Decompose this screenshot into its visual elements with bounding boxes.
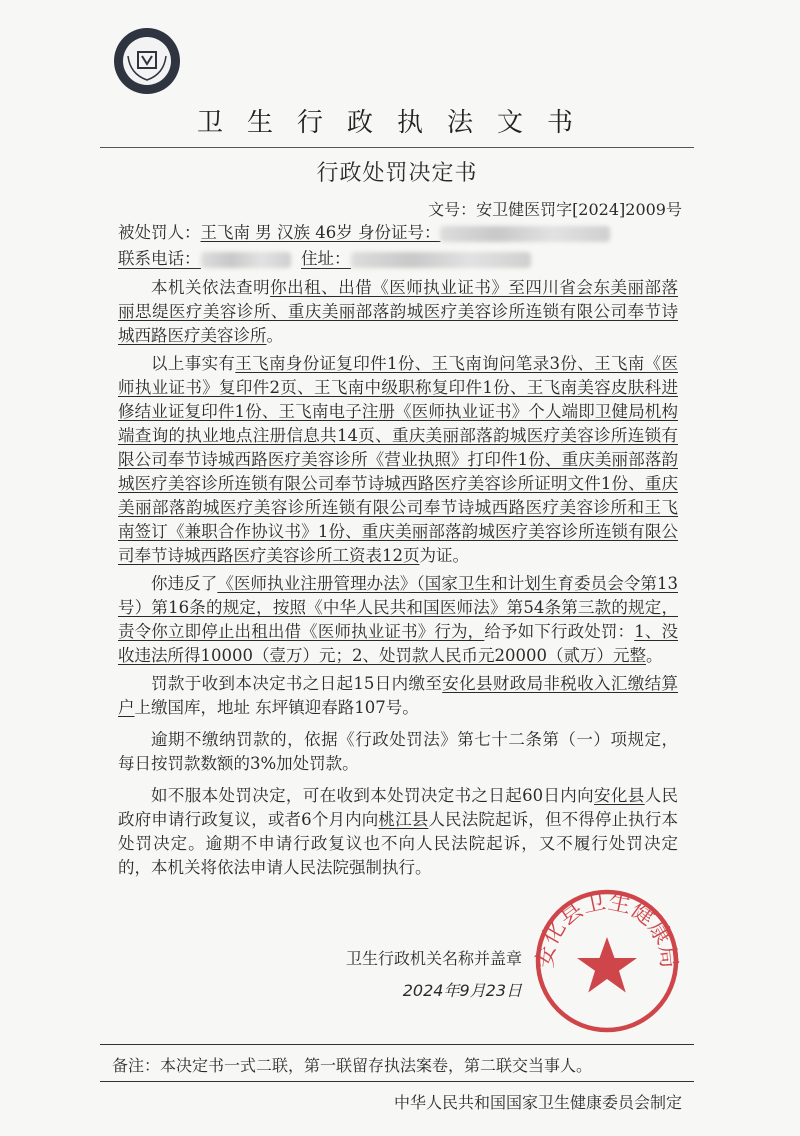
underlined-text: 《医师执业注册管理办法》（国家卫生和计划生育委员会令第13号）第16条的规定，按照《中华人民共和国医师法》第54条第三款的规定，责令你立即停止出租出借《医师执业证书》行为， bbox=[118, 574, 679, 641]
paragraph-payment bbox=[118, 672, 678, 720]
text: 你违反了 bbox=[151, 574, 218, 593]
remark-note: 备注：本决定书一式二联，第一联留存执法案卷，第二联交当事人。 bbox=[112, 1056, 593, 1075]
party-value: 王飞南 男 汉族 46岁 身份证号： bbox=[200, 223, 441, 242]
underlined-text: 你出租、出借《医师执业证书》至四川省会东美丽部落丽思缇医疗美容诊所、重庆美丽部落韵城医疗美容诊所连锁有限公司奉节诗城西路医疗美容诊所 bbox=[118, 278, 679, 345]
address-label: 住址： bbox=[301, 249, 351, 268]
divider bbox=[100, 1044, 694, 1045]
official-seal-stamp bbox=[532, 886, 682, 1036]
underlined-text: 王飞南身份证复印件1份、王飞南询问笔录3份、王飞南《医师执业证书》复印件2页、王飞南中级职称复印件1份、王飞南美容皮肤科进修结业证复印件1份、王飞南电子注册《医师执业证书》个人端即卫健局机构端查询的执业地点注册信息共14页、重庆美丽部落韵城医疗美容诊所连锁有限公司奉节诗城西路医疗美容诊所《营业执照》打印件1份、重庆美丽部落韵城医疗美容诊所连锁有限公司奉节诗城西路医疗美容诊所证明文件1份、重庆美丽部落韵城医疗美容诊所连锁有限公司奉节诗城西路医疗美容诊所和王飞南签订《兼职合作协议书》1份、重庆美丽部落韵城医疗美容诊所连锁有限公司奉节诗城西路医疗美容诊所工资表12页 bbox=[118, 354, 679, 565]
text: 上缴国库，地址 东坪镇迎春路107号。 bbox=[134, 698, 419, 717]
text: 罚款于收到本决定书之日起15日内缴至 bbox=[151, 674, 443, 693]
document-title: 行政处罚决定书 bbox=[316, 161, 478, 186]
star-icon bbox=[577, 937, 637, 993]
text: 本机关依法查明 bbox=[151, 278, 271, 297]
document-number: 文号：安卫健医罚字[2024]2009号 bbox=[428, 200, 682, 219]
stamp-text: 安化县卫生健康局 bbox=[532, 888, 682, 970]
contact-line bbox=[118, 246, 682, 272]
redacted-id bbox=[440, 226, 610, 242]
text: 以上事实有 bbox=[151, 354, 236, 373]
underlined-text: 桃江县 bbox=[378, 810, 429, 829]
health-inspection-logo bbox=[112, 26, 182, 96]
party-label: 被处罚人： bbox=[118, 223, 201, 242]
document-page bbox=[112, 0, 682, 1136]
paragraph-findings bbox=[118, 276, 678, 348]
redacted-phone bbox=[201, 252, 291, 268]
text: 人民法院起诉，但不得停止执行本处罚决定。逾期不申请行政复议也不向人民法院起诉，又不履行处罚决定的，本机关将依法申请人民法院强制执行。 bbox=[118, 810, 679, 877]
text: 如不服本处罚决定，可在收到本处罚决定书之日起60日内向 bbox=[151, 786, 595, 805]
text: 为证。 bbox=[419, 546, 469, 565]
paragraph-appeal bbox=[118, 784, 678, 880]
issuer-note: 中华人民共和国国家卫生健康委员会制定 bbox=[393, 1093, 682, 1112]
text: 人民政府申请行政复议，或者6个月内向 bbox=[118, 786, 679, 829]
underlined-text: 安化县 bbox=[594, 786, 645, 805]
signature-block bbox=[112, 886, 682, 1036]
signature-label: 卫生行政机关名称并盖章 bbox=[345, 949, 522, 968]
underlined-text: 1、没收违法所得10000（壹万）元；2、处罚款人民币元20000（贰万）元整 bbox=[118, 622, 679, 665]
penalized-party-line bbox=[118, 220, 682, 246]
text: 。 bbox=[645, 646, 663, 665]
divider bbox=[100, 1081, 694, 1082]
divider bbox=[100, 147, 694, 148]
phone-label: 联系电话： bbox=[118, 249, 201, 268]
paragraph-late-fee bbox=[118, 728, 678, 776]
text: 给予如下行政处罚： bbox=[484, 622, 635, 641]
text: 。 bbox=[266, 326, 283, 345]
paragraph-evidence bbox=[118, 352, 678, 568]
document-series-heading: 卫生行政执法文书 bbox=[196, 108, 597, 138]
paragraph-violation bbox=[118, 572, 678, 668]
text: 逾期不缴纳罚款的，依据《行政处罚法》第七十二条第（一）项规定，每日按罚款数额的3%加处罚款。 bbox=[118, 730, 678, 773]
redacted-address bbox=[351, 252, 531, 268]
signature-date: 2024年9月23日 bbox=[402, 981, 522, 1000]
underlined-text: 安化县财政局非税收入汇缴结算户 bbox=[118, 674, 679, 717]
